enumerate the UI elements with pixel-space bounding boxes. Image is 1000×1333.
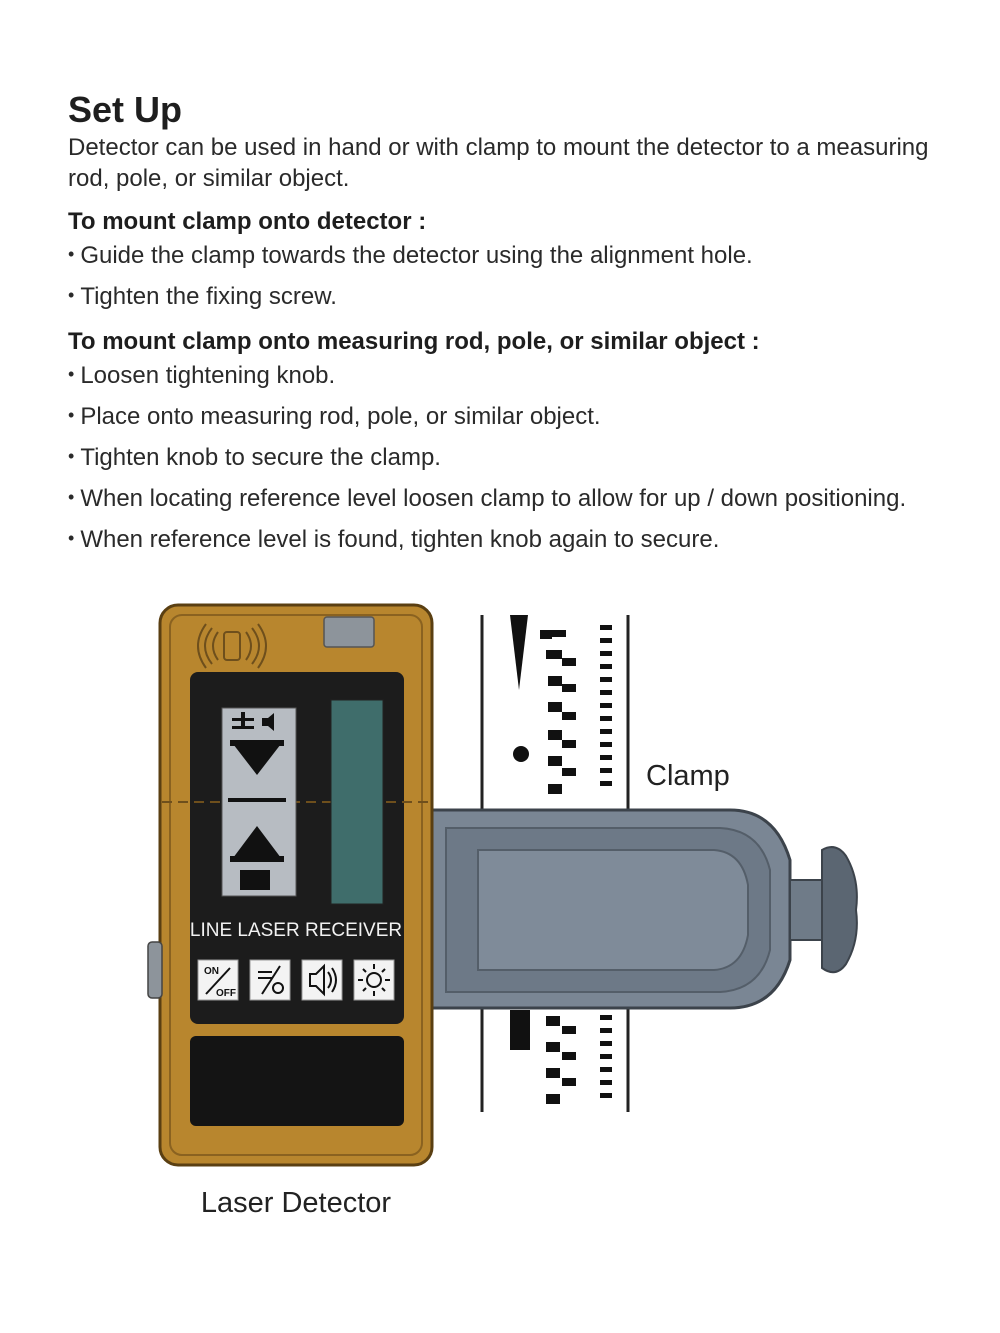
backlight-button bbox=[354, 960, 394, 1000]
bullet-icon: • bbox=[68, 487, 75, 507]
bullet-icon: • bbox=[68, 528, 75, 548]
list-item: • Tighten the fixing screw. bbox=[68, 283, 337, 310]
bullet-icon: • bbox=[68, 364, 75, 384]
intro-paragraph: Detector can be used in hand or with clamp to mount the detector to a measuring rod, pole, or similar object. bbox=[68, 134, 929, 192]
clamp bbox=[432, 810, 857, 1008]
power-off-label: OFF bbox=[216, 988, 236, 999]
bullet-icon: • bbox=[68, 285, 75, 305]
list-item: • Place onto measuring rod, pole, or similar object. bbox=[68, 403, 601, 430]
laser-detector bbox=[148, 605, 432, 1165]
bullet-icon: • bbox=[68, 244, 75, 264]
list-item: • Tighten knob to secure the clamp. bbox=[68, 444, 441, 471]
list-item: • When locating reference level loosen clamp to allow for up / down positioning. bbox=[68, 485, 907, 512]
detection-window bbox=[331, 700, 383, 904]
list-item: • Loosen tightening knob. bbox=[68, 362, 336, 389]
list-item: • When reference level is found, tighten knob again to secure. bbox=[68, 526, 720, 553]
accuracy-button bbox=[250, 960, 290, 1000]
detector-label: Laser Detector bbox=[200, 1187, 392, 1219]
bullet-icon: • bbox=[68, 405, 75, 425]
speaker-button bbox=[302, 960, 342, 1000]
clamp-label: Clamp bbox=[646, 760, 730, 792]
power-on-label: ON bbox=[204, 966, 219, 977]
section-heading-rod: To mount clamp onto measuring rod, pole, or similar object : bbox=[68, 328, 760, 355]
bullet-icon: • bbox=[68, 446, 75, 466]
section-heading-detector: To mount clamp onto detector : bbox=[68, 208, 427, 235]
power-button bbox=[198, 960, 238, 1000]
list-item: • Guide the clamp towards the detector using the alignment hole. bbox=[68, 242, 753, 269]
device-label: LINE LASER RECEIVER bbox=[189, 920, 403, 941]
page-title: Set Up bbox=[68, 89, 183, 130]
